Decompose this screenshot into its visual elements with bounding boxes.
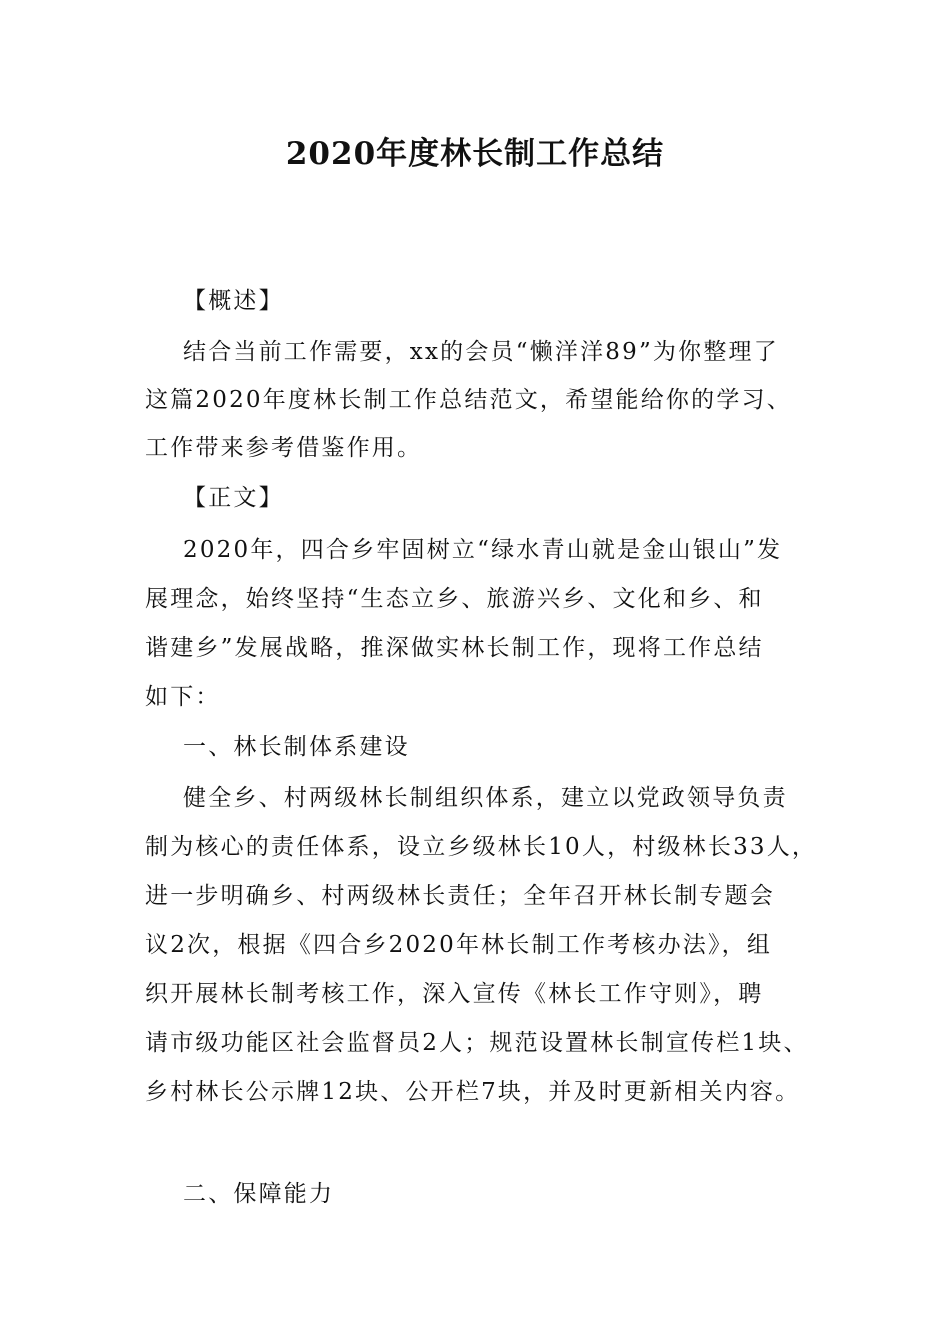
paragraph-line: 织开展林长制考核工作，深入宣传《林长工作守则》，聘 bbox=[145, 981, 764, 1007]
paragraph-line: 制为核心的责任体系，设立乡级林长10人，村级林长33人， bbox=[145, 834, 818, 860]
paragraph-line: 展理念，始终坚持“生态立乡、旅游兴乡、文化和乡、和 bbox=[145, 586, 764, 612]
section-heading-overview: 【概述】 bbox=[183, 288, 284, 314]
subheading-support-capacity: 二、保障能力 bbox=[183, 1181, 335, 1207]
paragraph-line: 健全乡、村两级林长制组织体系，建立以党政领导负责 bbox=[183, 785, 788, 811]
paragraph-line: 乡村林长公示牌12块、公开栏7块，并及时更新相关内容。 bbox=[145, 1079, 801, 1105]
document-title: 2020年度林长制工作总结 bbox=[285, 136, 665, 172]
paragraph-line: 结合当前工作需要，xx的会员“懒洋洋89”为你整理了 bbox=[183, 339, 779, 365]
paragraph-line: 如下： bbox=[145, 684, 221, 710]
paragraph-line: 这篇2020年度林长制工作总结范文，希望能给你的学习、 bbox=[145, 387, 792, 413]
paragraph-line: 进一步明确乡、村两级林长责任；全年召开林长制专题会 bbox=[145, 883, 775, 909]
subheading-system-building: 一、林长制体系建设 bbox=[183, 734, 410, 760]
paragraph-line: 请市级功能区社会监督员2人；规范设置林长制宣传栏1块、 bbox=[145, 1030, 809, 1056]
section-heading-body: 【正文】 bbox=[183, 485, 284, 511]
paragraph-line: 工作带来参考借鉴作用。 bbox=[145, 435, 423, 461]
paragraph-line: 议2次，根据《四合乡2020年林长制工作考核办法》，组 bbox=[145, 932, 773, 958]
paragraph-line: 谐建乡”发展战略，推深做实林长制工作，现将工作总结 bbox=[145, 635, 764, 661]
paragraph-line: 2020年，四合乡牢固树立“绿水青山就是金山银山”发 bbox=[183, 537, 783, 563]
